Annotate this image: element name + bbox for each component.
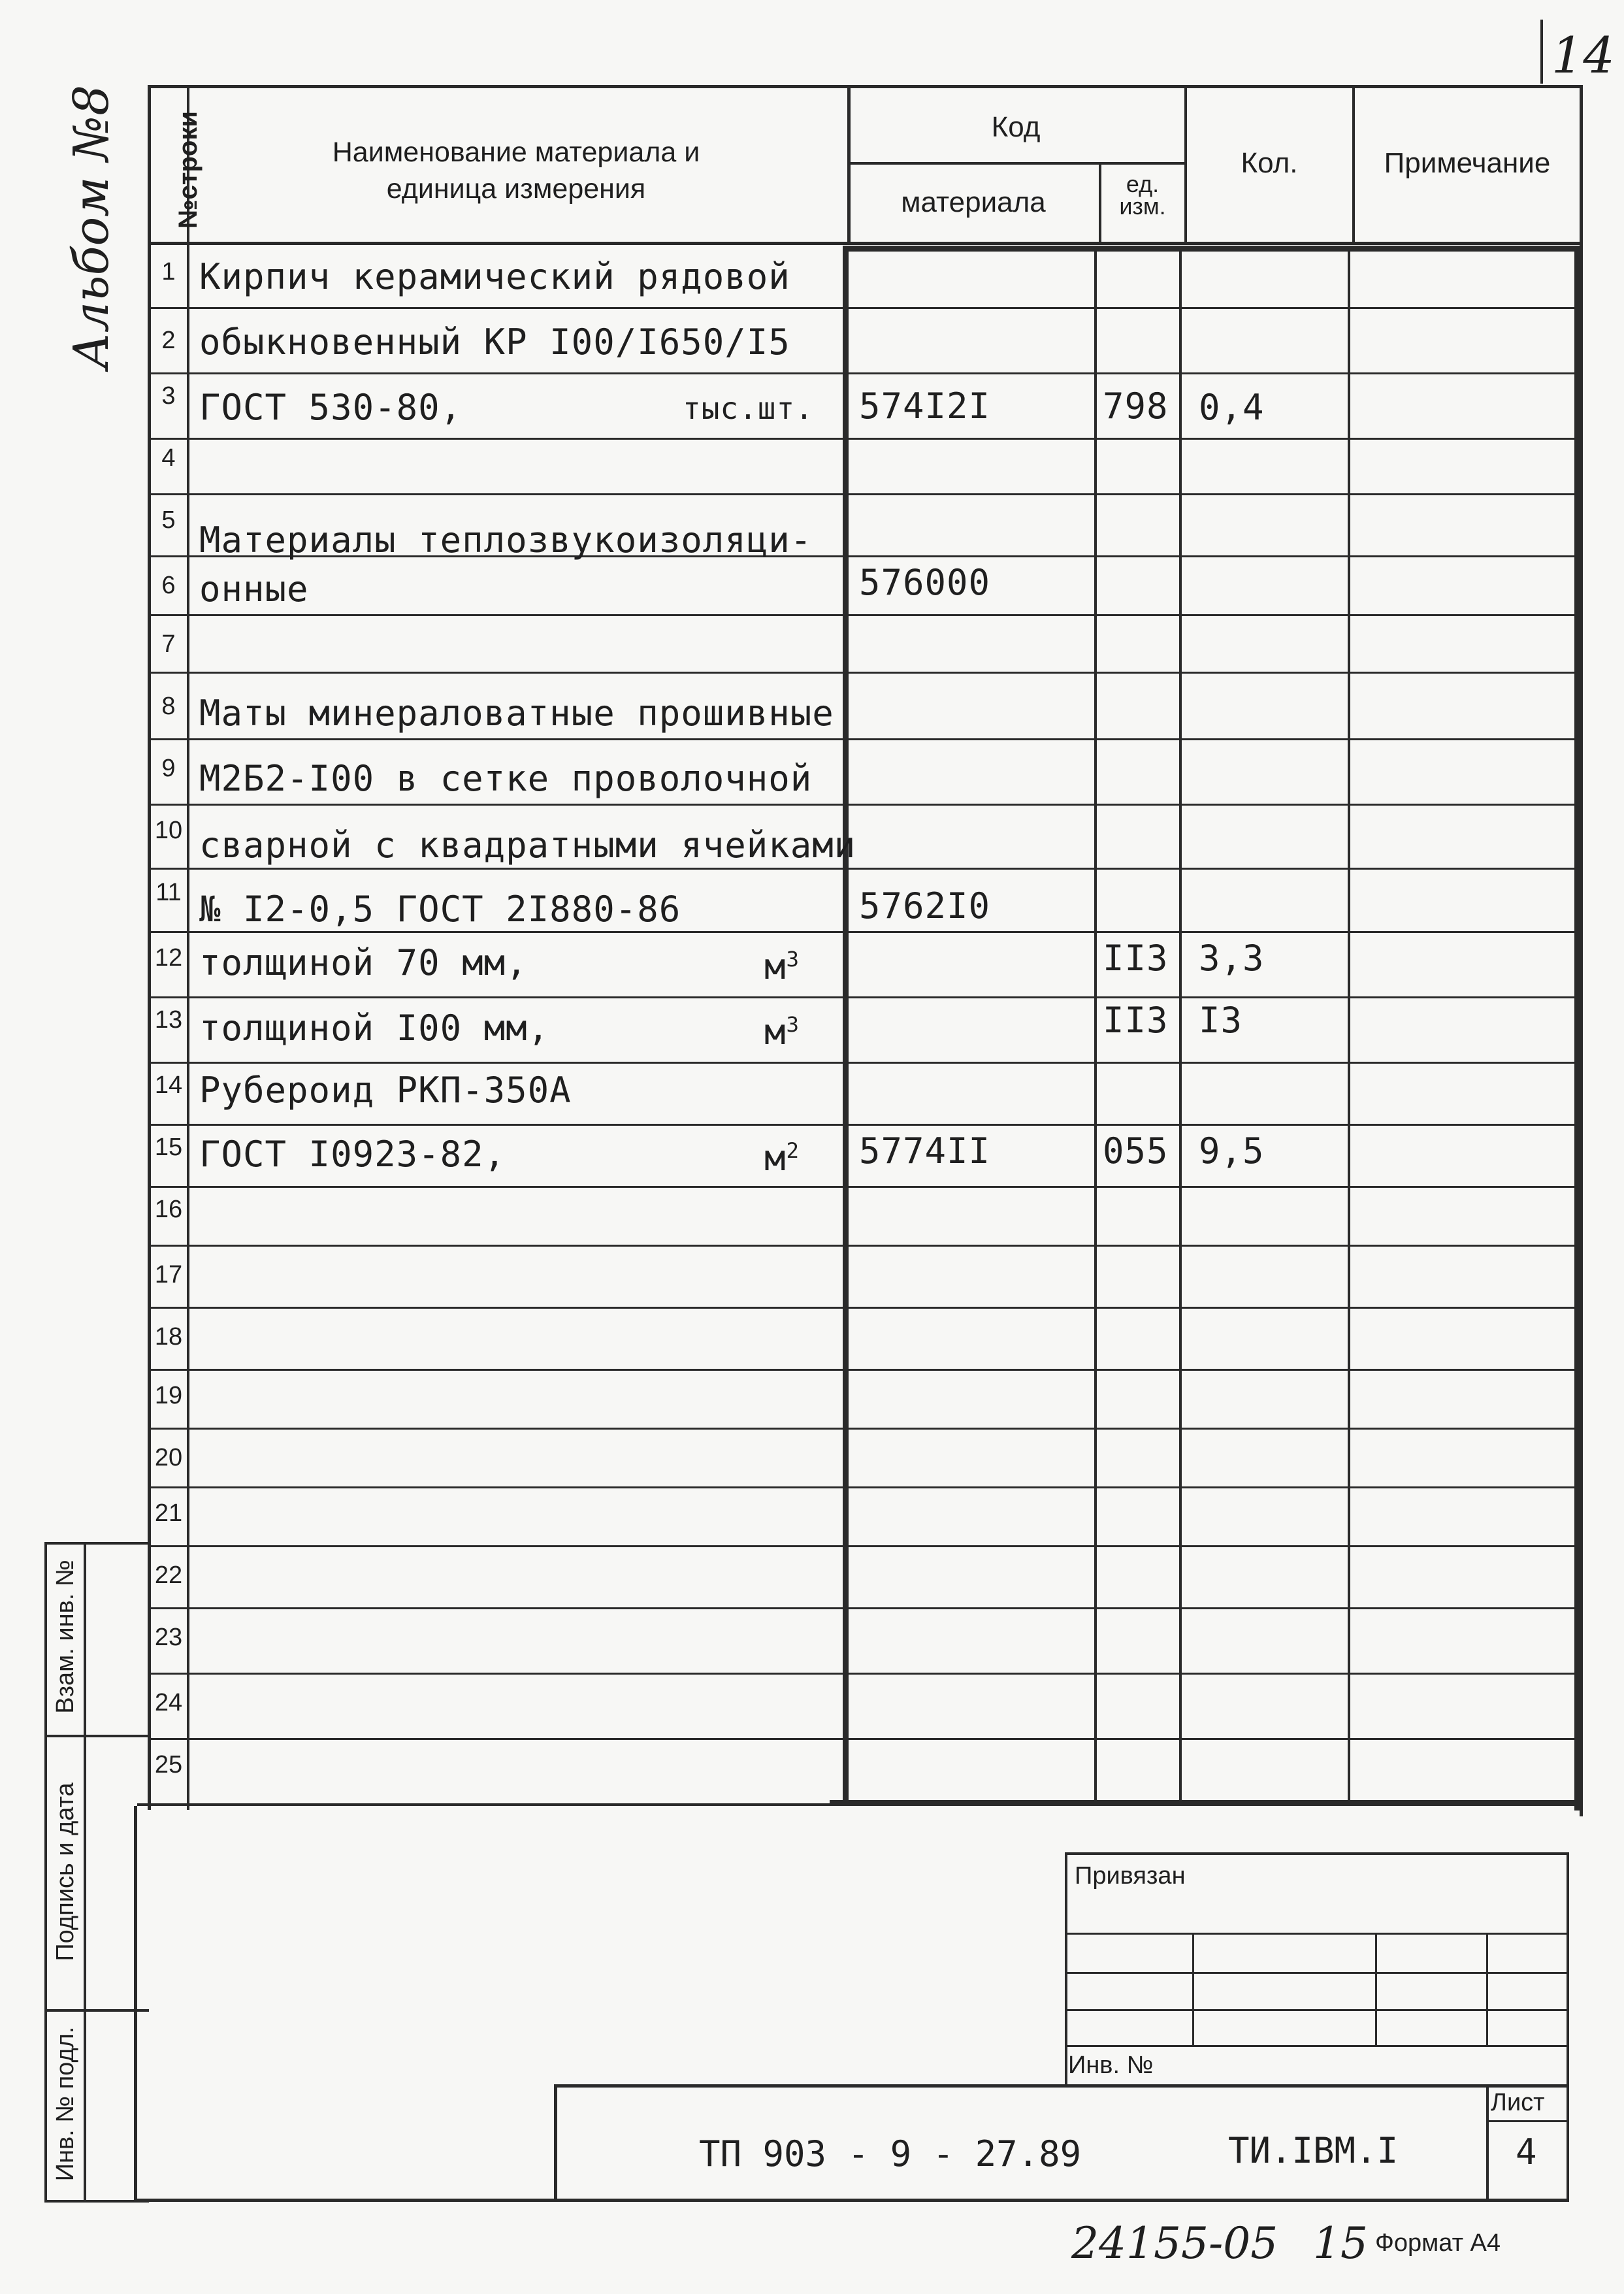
material-code: 5774II bbox=[859, 1130, 991, 1172]
unit-label: тыс.шт. bbox=[683, 391, 814, 426]
unit-label: $м^3$ bbox=[764, 1011, 800, 1053]
material-name: Маты минераловатные прошивные bbox=[199, 693, 834, 734]
label-vzam-inv: Взам. инв. № bbox=[52, 1560, 79, 1714]
row-number: 6 bbox=[161, 572, 176, 599]
material-name: ГОСТ 530-80, bbox=[199, 387, 463, 428]
material-code: 5762I0 bbox=[859, 885, 991, 926]
row-number: 11 bbox=[155, 879, 182, 906]
row-number: 14 bbox=[154, 1072, 183, 1099]
unit-label: $м^2$ bbox=[764, 1138, 800, 1179]
row-number: 15 bbox=[154, 1134, 183, 1161]
row-number: 10 bbox=[154, 817, 183, 844]
row-number: 13 bbox=[154, 1006, 183, 1034]
sheet-number: 4 bbox=[1516, 2131, 1537, 2172]
quantity: I3 bbox=[1199, 1000, 1243, 1041]
unit-code: II3 bbox=[1103, 1000, 1169, 1041]
document-mark: ТИ.IBM.I bbox=[1228, 2130, 1399, 2171]
row-number: 1 bbox=[161, 258, 176, 286]
row-number: 21 bbox=[154, 1499, 183, 1527]
material-name: М2Б2-I00 в сетке проволочной bbox=[199, 758, 813, 799]
handwritten-15: 15 bbox=[1313, 2218, 1368, 2269]
row-number: 25 bbox=[154, 1751, 183, 1778]
header-unit: ед. изм. bbox=[1119, 171, 1166, 220]
material-code: 576000 bbox=[859, 562, 991, 603]
material-name: ГОСТ I0923-82, bbox=[199, 1134, 506, 1175]
row-number: 23 bbox=[154, 1624, 183, 1651]
material-name: № I2-0,5 ГОСТ 2I880-86 bbox=[199, 889, 681, 930]
material-name: обыкновенный КР I00/I650/I5 bbox=[199, 321, 790, 363]
unit-code: 798 bbox=[1103, 385, 1169, 427]
format-label: Формат А4 bbox=[1375, 2229, 1501, 2257]
row-number: 18 bbox=[154, 1323, 183, 1351]
header-material-code: материала bbox=[901, 186, 1046, 218]
unit-label: $м^3$ bbox=[764, 946, 800, 987]
quantity: 9,5 bbox=[1199, 1130, 1265, 1172]
row-number: 17 bbox=[154, 1261, 183, 1288]
unit-code: 055 bbox=[1103, 1130, 1169, 1172]
row-number: 12 bbox=[154, 944, 183, 972]
row-number: 8 bbox=[161, 693, 176, 720]
material-name: онные bbox=[199, 568, 309, 610]
label-podpis-data: Подпись и дата bbox=[52, 1782, 79, 1961]
page-number-handwritten: 14 bbox=[1551, 26, 1615, 84]
row-number: 16 bbox=[154, 1196, 183, 1223]
row-number: 22 bbox=[154, 1562, 183, 1589]
material-name: Материалы теплозвукоизоляци- bbox=[199, 519, 813, 561]
row-number: 4 bbox=[161, 444, 176, 472]
row-number: 7 bbox=[161, 631, 176, 658]
document-code: ТП 903 - 9 - 27.89 bbox=[699, 2133, 1082, 2174]
material-name: Рубероид РКП-350А bbox=[199, 1070, 572, 1111]
material-code: 574I2I bbox=[859, 385, 991, 427]
row-number: 2 bbox=[161, 327, 176, 354]
quantity: 3,3 bbox=[1199, 938, 1265, 979]
label-privyazan: Привязан bbox=[1075, 1862, 1186, 1890]
label-inv-no: Инв. № bbox=[1068, 2052, 1154, 2079]
archive-number-handwritten: 24155-05 bbox=[1071, 2218, 1278, 2269]
row-number: 9 bbox=[161, 755, 176, 782]
material-name: толщиной 70 мм, bbox=[199, 942, 528, 983]
header-qty: Кол. bbox=[1241, 147, 1298, 179]
header-row-no: №строки bbox=[174, 111, 203, 229]
row-number: 5 bbox=[161, 506, 176, 534]
unit-code: II3 bbox=[1103, 938, 1169, 979]
material-name: сварной с квадратными ячейками bbox=[199, 825, 856, 866]
album-label: Альбом №8 bbox=[63, 84, 120, 369]
label-inv-podl: Инв. № подл. bbox=[52, 2026, 79, 2182]
row-number: 19 bbox=[154, 1382, 183, 1409]
label-sheet: Лист bbox=[1491, 2089, 1545, 2116]
row-number: 20 bbox=[154, 1444, 183, 1471]
header-name: Наименование материала и единица измерения bbox=[332, 137, 700, 205]
quantity: 0,4 bbox=[1199, 387, 1265, 428]
row-number: 24 bbox=[154, 1689, 183, 1716]
material-name: толщиной I00 мм, bbox=[199, 1008, 550, 1049]
header-code: Код bbox=[991, 111, 1041, 143]
material-name: Кирпич керамический рядовой bbox=[199, 256, 790, 297]
header-note: Примечание bbox=[1384, 147, 1551, 179]
row-number: 3 bbox=[161, 382, 176, 410]
